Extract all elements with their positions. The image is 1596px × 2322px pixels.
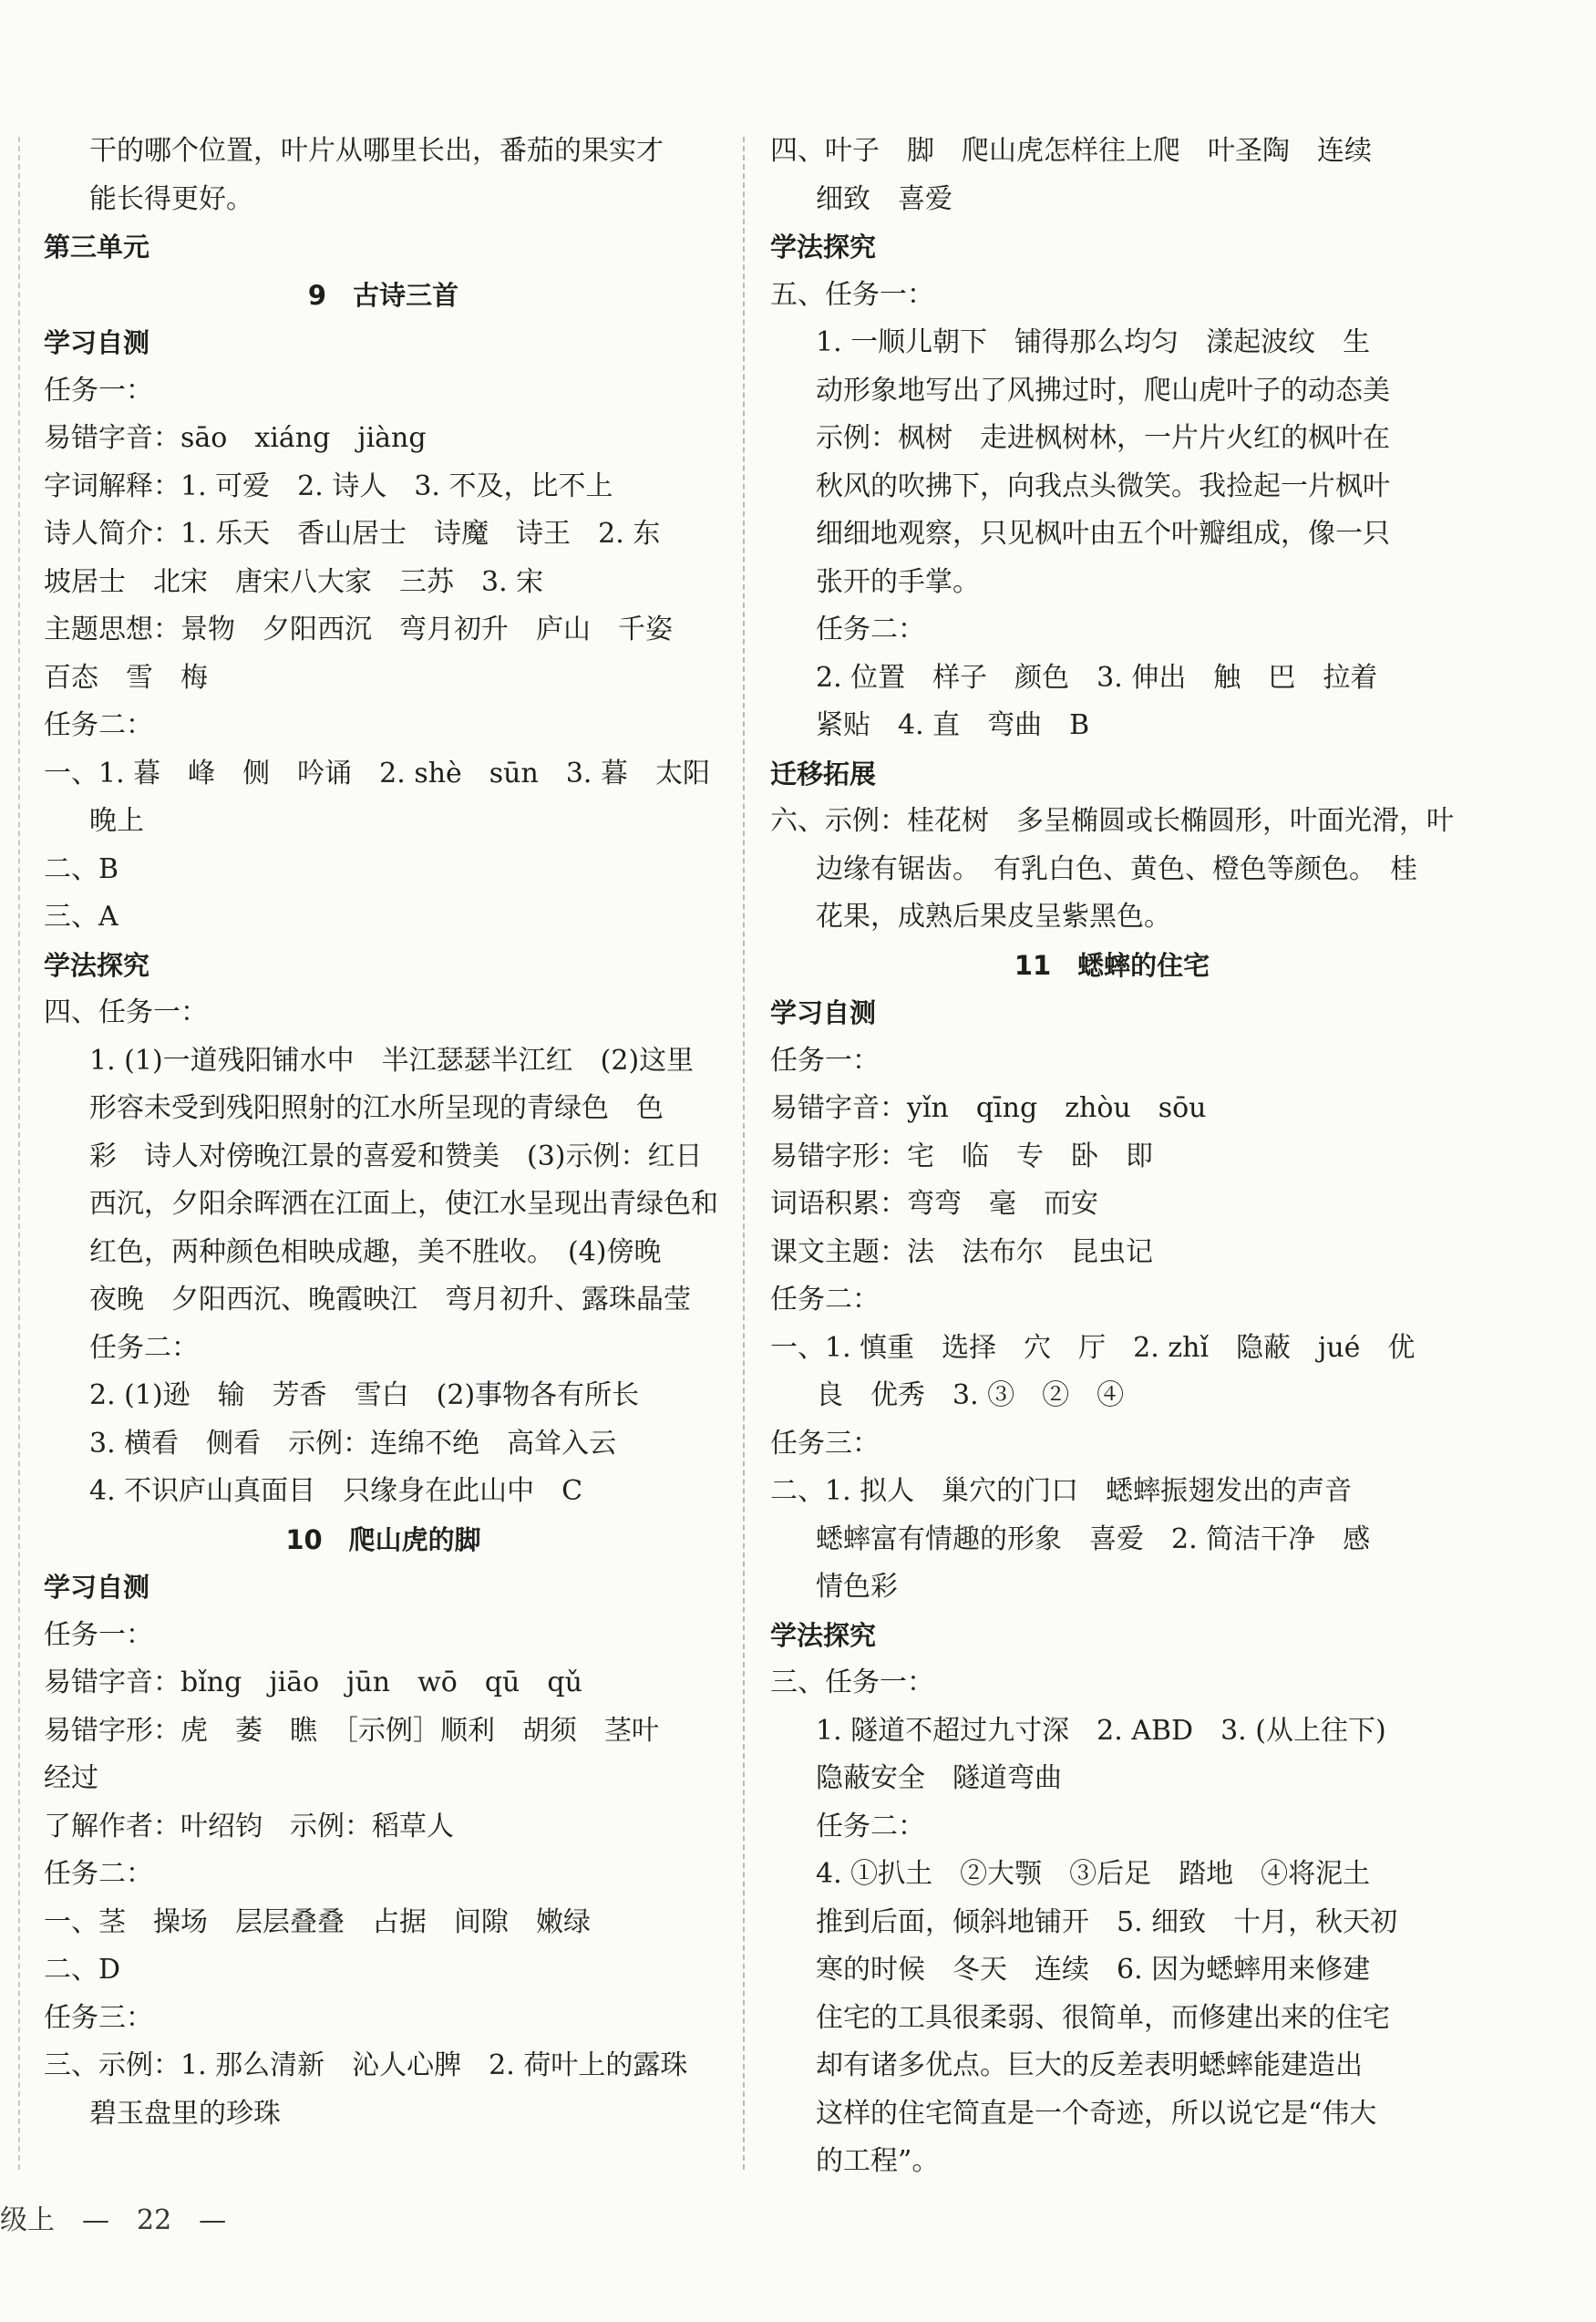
text-line: 却有诸多优点。巨大的反差表明蟋蟀能建造出 [816,2049,1363,2081]
text-line: 任务三： [44,2001,153,2034]
text-line: 易错字形：宅 临 专 卧 即 [770,1140,1153,1172]
text-line: 3. 横看 侧看 示例：连绵不绝 高耸入云 [89,1427,617,1460]
text-line: 字词解释：1. 可爱 2. 诗人 3. 不及，比不上 [44,470,613,502]
text-line: 夜晚 夕阳西沉、晚霞映江 弯月初升、露珠晶莹 [89,1284,691,1316]
text-line: 一、1. 暮 峰 侧 吟诵 2. shè sūn 3. 暮 太阳 [44,757,710,789]
text-line: 能长得更好。 [89,182,253,215]
text-line: 课文主题：法 法布尔 昆虫记 [770,1235,1153,1268]
right-column [770,128,1454,2186]
text-line: 西沉，夕阳余晖洒在江面上，使江水呈现出青绿色和 [89,1188,718,1220]
text-line: 易错字音：bǐng jiāo jūn wō qū qǔ [44,1667,582,1698]
text-line: 彩 诗人对傍晚江景的喜爱和赞美 (3)示例：红日 [89,1140,703,1172]
text-line: 任务二： [44,709,153,741]
text-line: 易错字音：yǐn qīng zhòu sōu [770,1092,1207,1124]
text-line: 2. 位置 样子 颜色 3. 伸出 触 巴 拉着 [816,661,1378,694]
text-line: 二、D [44,1954,121,1986]
text-line: 三、示例：1. 那么清新 沁人心脾 2. 荷叶上的露珠 [44,2049,688,2081]
text-line: 任务二： [44,1858,153,1890]
text-line: 住宅的工具很柔弱、很简单，而修建出来的住宅 [816,2001,1390,2034]
text-line: 推到后面，倾斜地铺开 5. 细致 十月，秋天初 [816,1905,1398,1938]
text-line: 任务二： [816,1810,925,1842]
text-line: 1. 一顺儿朝下 铺得那么均匀 漾起波纹 生 [816,326,1371,358]
text-line: 任务一： [44,1618,153,1651]
text-line: 1. 隧道不超过九寸深 2. ABD 3. (从上往下) [816,1714,1386,1747]
section-heading: 学习自测 [770,997,877,1028]
column-divider [743,137,745,2170]
text-line: 坡居士 北宋 唐宋八大家 三苏 3. 宋 [44,565,544,598]
text-line: 四、任务一： [44,996,208,1028]
text-line: 一、茎 操场 层层叠叠 占据 间隙 嫩绿 [44,1905,591,1938]
text-line: 隐蔽安全 隧道弯曲 [816,1762,1062,1794]
text-line: 三、任务一： [770,1667,934,1698]
text-line: 五、任务一： [770,278,934,311]
text-line: 的工程”。 [816,2145,940,2177]
text-line: 寒的时候 冬天 连续 6. 因为蟋蟀用来修建 [816,1954,1371,1986]
text-line: 任务三： [770,1427,880,1460]
text-line: 4. 不识庐山真面目 只缘身在此山中 C [89,1475,583,1507]
text-line: 干的哪个位置，叶片从哪里长出，番茄的果实才 [89,135,664,167]
text-line: 细细地观察，只见枫叶由五个叶瓣组成，像一只 [816,518,1390,550]
text-line: 秋风的吹拂下，向我点头微笑。我捡起一片枫叶 [816,470,1390,502]
text-line: 红色，两种颜色相映成趣，美不胜收。 (4)傍晚 [89,1235,662,1268]
text-line: 任务二： [770,1284,880,1316]
text-line: 张开的手掌。 [816,565,980,598]
text-line: 情色彩 [816,1571,898,1603]
text-line: 动形象地写出了风拂过时，爬山虎叶子的动态美 [816,374,1390,407]
text-line: 花果，成熟后果皮呈紫黑色。 [816,901,1171,933]
text-line: 经过 [44,1762,98,1794]
section-heading: 迁移拓展 [770,758,877,789]
text-line: 三、A [44,901,118,933]
text-line: 任务二： [816,614,925,645]
text-line: 良 优秀 3. ③ ② ④ [816,1379,1125,1411]
text-line: 诗人简介：1. 乐天 香山居士 诗魔 诗王 2. 东 [44,518,661,550]
text-line: 二、1. 拟人 巢穴的门口 蟋蟀振翅发出的声音 [770,1475,1353,1507]
lesson-title: 11 蟋蟀的住宅 [1014,949,1210,981]
lesson-title: 10 爬山虎的脚 [285,1523,481,1555]
text-line: 1. (1)一道残阳铺水中 半江瑟瑟半江红 (2)这里 [89,1044,695,1077]
text-line: 示例：枫树 走进枫树林，一片片火红的枫叶在 [816,422,1390,454]
text-line: 这样的住宅简直是一个奇迹，所以说它是“伟大 [816,2097,1377,2130]
text-line: 易错字形：虎 萎 瞧 ［示例］顺利 胡须 茎叶 [44,1714,659,1747]
text-line: 碧玉盘里的珍珠 [89,2097,281,2130]
section-heading: 学习自测 [44,1572,150,1603]
text-line: 边缘有锯齿。 有乳白色、黄色、橙色等颜色。 桂 [816,852,1417,885]
text-line: 六、示例：桂花树 多呈椭圆或长椭圆形，叶面光滑，叶 [770,805,1454,837]
text-line: 晚上 [89,805,144,837]
page-footer: 级上 — 22 — [0,2204,227,2236]
text-line: 细致 喜爱 [816,182,952,215]
text-line: 2. (1)逊 输 芳香 雪白 (2)事物各有所长 [89,1379,640,1411]
text-line: 紧贴 4. 直 弯曲 B [816,709,1090,741]
text-line: 四、叶子 脚 爬山虎怎样往上爬 叶圣陶 连续 [770,135,1372,167]
section-heading: 学习自测 [44,327,150,358]
text-line: 易错字音：sāo xiáng jiàng [44,422,427,454]
text-line: 了解作者：叶绍钧 示例：稻草人 [44,1810,454,1842]
text-line: 任务一： [44,374,153,407]
text-line: 主题思想：景物 夕阳西沉 弯月初升 庐山 千姿 [44,614,673,645]
text-line: 词语积累：弯弯 毫 而安 [770,1188,1098,1220]
text-line: 百态 雪 梅 [44,661,208,694]
section-heading: 学法探究 [770,1619,877,1651]
text-line: 4. ①扒土 ②大颚 ③后足 踏地 ④将泥土 [816,1858,1371,1890]
left-column [44,128,723,2138]
section-heading: 学法探究 [44,949,150,981]
left-margin-line [18,137,20,2170]
text-line: 形容未受到残阳照射的江水所呈现的青绿色 色 [89,1092,664,1124]
text-line: 任务一： [770,1044,880,1077]
lesson-title: 9 古诗三首 [307,279,459,311]
text-line: 二、B [44,852,119,885]
text-line: 一、1. 慎重 选择 穴 厅 2. zhǐ 隐蔽 jué 优 [770,1331,1416,1364]
section-heading: 第三单元 [44,232,150,263]
text-line: 任务二： [89,1331,199,1364]
text-line: 蟋蟀富有情趣的形象 喜爱 2. 简洁干净 感 [816,1522,1371,1555]
section-heading: 学法探究 [770,232,877,263]
